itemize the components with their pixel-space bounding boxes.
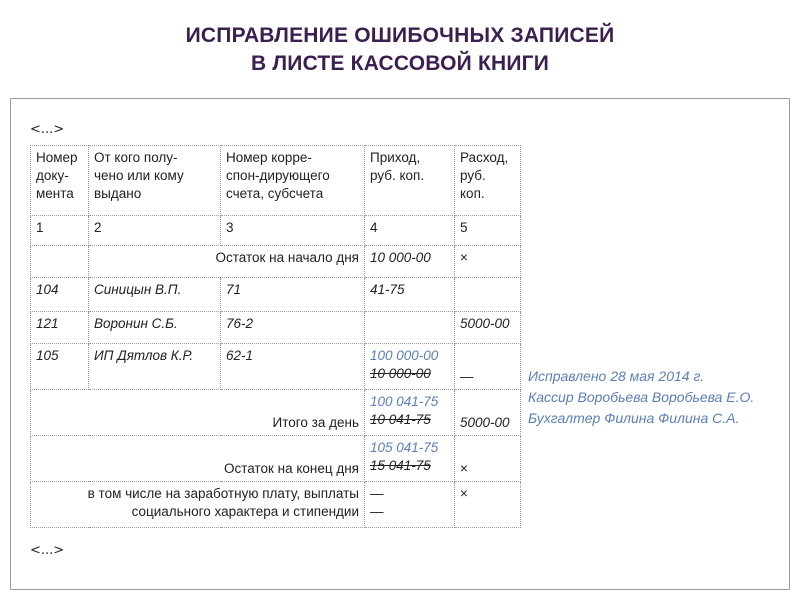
page-title [0, 22, 800, 78]
correction-note-line-3: Бухгалтер Филина Филина С.А. [528, 410, 740, 426]
total-income [365, 390, 455, 436]
correction-note-line-1: Исправлено 28 мая 2014 г. [528, 368, 705, 384]
opening-balance-label: Остаток на начало дня [89, 246, 365, 278]
row-expense: 5000-00 [455, 312, 521, 344]
row-doc-number: 104 [31, 278, 89, 312]
corrected-income: 100 000-00 [370, 348, 439, 363]
header-counterparty: От кого полу- чено или кому выдано [89, 146, 221, 216]
row-doc-number: 121 [31, 312, 89, 344]
correction-note-line-2: Кассир Воробьева Воробьева Е.О. [528, 389, 755, 405]
total-row [31, 390, 521, 436]
col-number-2: 2 [89, 216, 221, 246]
row-counterparty: Воронин С.Б. [89, 312, 221, 344]
row-doc-number: 105 [31, 344, 89, 390]
row-account: 71 [221, 278, 365, 312]
row-expense [455, 344, 521, 390]
ellipsis-top: <...> [30, 122, 65, 137]
cash-book-table [30, 145, 521, 528]
opening-balance-expense: × [455, 246, 521, 278]
total-label: Итого за день [31, 390, 365, 436]
table-row [31, 312, 521, 344]
closing-label: Остаток на конец дня [31, 436, 365, 482]
column-number-row [31, 216, 521, 246]
opening-balance-row [31, 246, 521, 278]
struck-total: 10 041-75 [370, 412, 431, 427]
opening-balance-income: 10 000-00 [365, 246, 455, 278]
closing-income [365, 436, 455, 482]
row-expense-value: — [460, 369, 474, 384]
total-expense: 5000-00 [455, 390, 521, 436]
row-income: 41-75 [365, 278, 455, 312]
including-income-1: — [370, 486, 384, 501]
struck-closing: 15 041-75 [370, 458, 431, 473]
col-number-3: 3 [221, 216, 365, 246]
header-income: Приход, руб. коп. [365, 146, 455, 216]
row-expense [455, 278, 521, 312]
title-line-2: В ЛИСТЕ КАССОВОЙ КНИГИ [250, 52, 550, 75]
row-counterparty: Синицын В.П. [89, 278, 221, 312]
row-income [365, 312, 455, 344]
header-account: Номер корре- спон-дирующего счета, субсчета [221, 146, 365, 216]
col-number-1: 1 [31, 216, 89, 246]
including-label-line-2: социального характера и стипендии [131, 504, 359, 519]
row-account: 62-1 [221, 344, 365, 390]
corrected-total: 100 041-75 [370, 394, 439, 409]
correction-note [528, 366, 754, 429]
col-number-4: 4 [365, 216, 455, 246]
including-expense: × [455, 482, 521, 528]
closing-balance-row [31, 436, 521, 482]
title-line-1: ИСПРАВЛЕНИЕ ОШИБОЧНЫХ ЗАПИСЕЙ [185, 24, 615, 47]
table-row [31, 278, 521, 312]
including-income-2: — [370, 504, 384, 519]
col-number-5: 5 [455, 216, 521, 246]
including-income [365, 482, 455, 528]
header-row [31, 146, 521, 216]
row-account: 76-2 [221, 312, 365, 344]
struck-income: 10 000-00 [370, 366, 431, 381]
row-income [365, 344, 455, 390]
including-label-line-1: в том числе на заработную плату, выплаты [87, 486, 359, 501]
closing-expense: × [455, 436, 521, 482]
header-expense: Расход, руб. коп. [455, 146, 521, 216]
ellipsis-bottom: <...> [30, 543, 65, 558]
table-row [31, 344, 521, 390]
including-label [31, 482, 365, 528]
corrected-closing: 105 041-75 [370, 440, 439, 455]
row-counterparty: ИП Дятлов К.Р. [89, 344, 221, 390]
header-doc-number: Номер доку- мента [31, 146, 89, 216]
including-row [31, 482, 521, 528]
